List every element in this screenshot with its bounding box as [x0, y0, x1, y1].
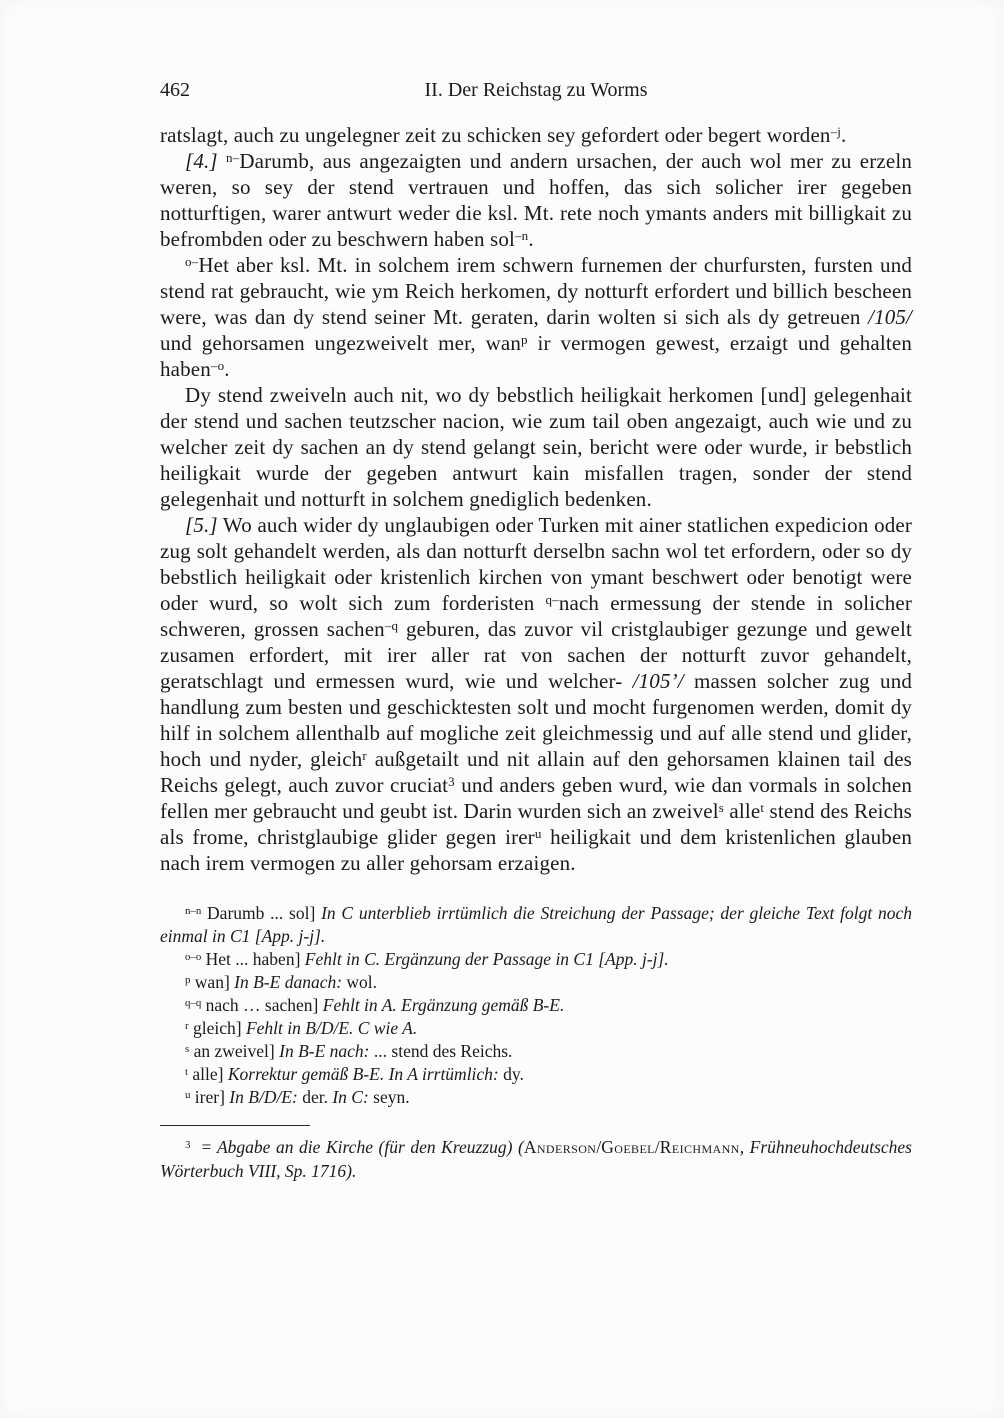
footnote-separator — [160, 1125, 310, 1126]
apparatus-footnote: $^{o-o}$ Het ... haben] Fehlt in C. Ergänzung der Passage in C1 [App. j-j]. — [185, 949, 669, 969]
page-header — [160, 78, 912, 102]
apparatus-footnote: $^s$ an zweivel] In B-E nach: ... stend des Reichs. — [185, 1041, 513, 1061]
body-paragraph: ratslagt, auch zu ungelegner zeit zu schicken sey gefordert oder begert worden$^{-j}$. — [160, 123, 847, 147]
body-paragraph: [4.] $^{n-}$Darumb, aus angezaigten und andern ursachen, der auch wol mer zu erzeln weren, so sey der stend vertrauen und hoffen, das sich solicher irer gegeben notturftigen, warer antwurt weder die ksl. Mt. rete noch ymants anders mit billigkait zu befrombden oder zu beschwern haben sol$^{-n}$. — [160, 149, 912, 251]
page-number: 462 — [160, 79, 190, 101]
body-paragraph: [5.] Wo auch wider dy unglaubigen oder Turken mit ainer statlichen expedicion oder zug solt gehandelt werden, als dan notturft derselbn sachn wol tet erfordern, oder so dy bebstlich heiligkait oder kristenlich kirchen von ymant beschwert oder benotigt were oder wurd, so wolt sich zum forderisten $^{q-}$nach ermessung der stende in solicher schweren, grossen sachen$^{-q}$ geburen, das zuvor vil cristglaubiger gezunge und gewelt zusamen erfordert, mit irer aller rat von sachen der notturft zuvor gehandelt, geratschlagt und ermessen wurd, wie und welcher- /105’/ massen solcher zug und handlung zum besten und geschicktesten solt und mocht furgenomen werden, domit dy hilf in solchem allenthalb auf mogliche zeit gleichmessig und auf alle stend und glider, hoch und nyder, gleich$^r$ außgetailt und nit allain auf den gehorsamen klainen tail des Reichs gelegt, auch zuvor cruciat$^3$ und anders geben wurd, wie dan vormals in solchen fellen mer gebraucht und geubt ist. Darin wurden sich an zweivel$^s$ alle$^t$ stend des Reichs als frome, christglaubige glider gegen irer$^u$ heiligkait und dem kristenlichen glauben nach irem vermogen zu aller gehorsam erzaigen. — [160, 513, 913, 875]
apparatus-footnote: $^p$ wan] In B-E danach: wol. — [185, 972, 378, 992]
apparatus-footnote: $^u$ irer] In B/D/E: der. In C: seyn. — [185, 1087, 410, 1107]
apparatus-footnote: $^r$ gleich] Fehlt in B/D/E. C wie A. — [185, 1018, 418, 1038]
commentary-footnote: $^3$ = Abgabe an die Kirche (für den Kreuzzug) (Anderson/Goebel/Reichmann, Frühneuhochdeutsches Wörterbuch VIII, Sp. 1716). — [160, 1137, 912, 1181]
apparatus-footnote: $^{q-q}$ nach … sachen] Fehlt in A. Ergänzung gemäß B-E. — [185, 995, 565, 1015]
apparatus-footnote: $^{n-n}$ Darumb ... sol] In C unterblieb irrtümlich die Streichung der Passage; der gleiche Text folgt noch einmal in C1 [App. j-j]. — [160, 903, 912, 946]
running-head: II. Der Reichstag zu Worms — [424, 79, 648, 101]
apparatus-footnote: $^t$ alle] Korrektur gemäß B-E. In A irrtümlich: dy. — [185, 1064, 524, 1084]
body-text — [160, 122, 912, 876]
text-block — [160, 78, 912, 1183]
body-paragraph: $^{o-}$Het aber ksl. Mt. in solchem irem schwern furnemen der churfursten, fursten und stend rat gebraucht, wie ym Reich herkomen, dy notturft erfordert und billich bescheen were, was dan dy stend seiner Mt. geraten, darin wolten si sich als dy getreuen /105/ und gehorsamen ungezweivelt mer, wan$^p$ ir vermogen gewest, erzaigt und gehalten haben$^{-o}$. — [160, 253, 912, 381]
commentary-footnotes — [160, 1136, 912, 1183]
body-paragraph: Dy stend zweiveln auch nit, wo dy bebstlich heiligkait herkomen [und] gelegenhait der stend und sachen teutzscher nacion, wie zum tail oben angezaigt, auch wie und zu welcher zeit dy sachen an dy stend gelangt sein, bericht were oder wurde, ir bebstlich heiligkait wurde der gegeben antwurt kain misfallen tragen, sonder der stend gelegenhait und notturft in solchem gnediglich bedenken. — [160, 383, 912, 511]
critical-apparatus — [160, 902, 912, 1109]
